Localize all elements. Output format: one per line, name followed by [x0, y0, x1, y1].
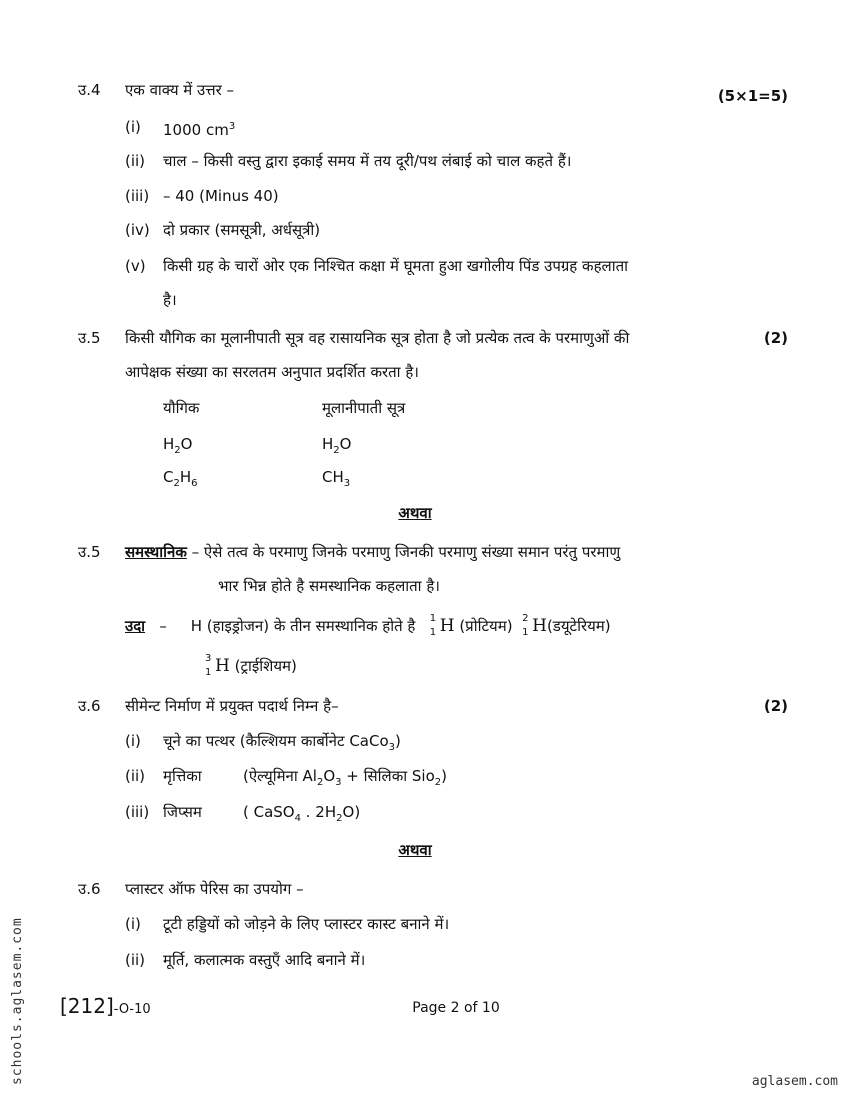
material-name: जिप्सम — [163, 803, 202, 821]
answer-text: समस्थानिक – ऐसे तत्व के परमाणु जिनके परमाणु जिनकी परमाणु संख्या समान परंतु परमाणु — [125, 543, 621, 561]
table-cell: $C_2H_6$ — [163, 468, 198, 489]
isotope-notation: 2 1 H — [522, 613, 547, 638]
or-heading: अथवा — [398, 504, 432, 522]
isotope-notation: 1 1 H — [429, 613, 455, 638]
answer-text-continued: है। — [163, 291, 177, 309]
answer-text: किसी ग्रह के चारों ओर एक निश्चित कक्षा में घूमता हुआ खगोलीय पिंड उपग्रह कहलाता — [163, 257, 629, 275]
item-label: (ii) — [125, 951, 146, 969]
item-label: (iii) — [125, 187, 150, 205]
question-number: उ.6 — [78, 697, 101, 715]
question-number: उ.6 — [78, 880, 101, 898]
table-cell: $CH_3$ — [322, 468, 351, 489]
example-line: 3 1 H (ट्राईशियम) — [205, 653, 297, 678]
page-number: Page 2 of 10 — [412, 1000, 500, 1016]
answer-text: चूने का पत्थर (कैल्शियम कार्बोनेट CaCo$_3$) — [163, 732, 401, 753]
question-heading: सीमेन्ट निर्माण में प्रयुक्त पदार्थ निम्न है– — [125, 697, 339, 715]
marks-label: (2) — [763, 697, 788, 715]
paper-code: [212]-O-10 — [60, 994, 151, 1018]
question-number: उ.5 — [78, 543, 101, 561]
answer-text: 1000 $cm^3$ — [163, 121, 236, 139]
answer-text-continued: भार भिन्न होते है समस्थानिक कहलाता है। — [218, 577, 440, 595]
item-label: (ii) — [125, 767, 146, 785]
answer-text: टूटी हड्डियों को जोड़ने के लिए प्लास्टर कास्ट बनाने में। — [163, 915, 450, 933]
watermark-right: aglasem.com — [751, 1074, 838, 1089]
answer-text: किसी यौगिक का मूलानीपाती सूत्र वह रासायनिक सूत्र होता है जो प्रत्येक तत्व के परमाणुओं की — [125, 329, 630, 347]
answer-text: (ऐल्यूमिना $Al_2O_3$ + सिलिका Sio$_2$) — [243, 767, 447, 788]
table-header: मूलानीपाती सूत्र — [322, 399, 406, 417]
or-heading: अथवा — [398, 841, 432, 859]
item-label: (iii) — [125, 803, 150, 821]
table-header: यौगिक — [163, 399, 200, 417]
item-label: (ii) — [125, 152, 146, 170]
answer-text: ( CaSO$_4$ . $2H_2O$) — [243, 803, 361, 824]
question-heading: एक वाक्य में उत्तर – — [125, 81, 235, 99]
example-line: उदा – H (हाइड्रोजन) के तीन समस्थानिक होते है 1 1 H (प्रोटियम) 2 1 H(डयूटेरियम) — [125, 613, 611, 638]
question-number: उ.5 — [78, 329, 101, 347]
question-heading: प्लास्टर ऑफ पेरिस का उपयोग – — [125, 880, 304, 898]
isotope-notation: 3 1 H — [205, 653, 230, 678]
answer-text: मूर्ति, कलात्मक वस्तुएँ आदि बनाने में। — [163, 951, 366, 969]
answer-text-continued: आपेक्षक संख्या का सरलतम अनुपात प्रदर्शित करता है। — [125, 363, 419, 381]
answer-text: दो प्रकार (समसूत्री, अर्धसूत्री) — [163, 221, 321, 239]
material-name: मृत्तिका — [163, 767, 202, 785]
answer-text: – 40 (Minus 40) — [163, 187, 279, 205]
marks-label: (5×1=5) — [717, 87, 788, 105]
table-cell: $H_2O$ — [163, 435, 193, 456]
item-label: (iv) — [125, 221, 150, 239]
table-cell: $H_2O$ — [322, 435, 352, 456]
item-label: (i) — [125, 732, 141, 750]
answer-text: चाल – किसी वस्तु द्वारा इकाई समय में तय दूरी/पथ लंबाई को चाल कहते हैं। — [163, 152, 572, 170]
item-label: (i) — [125, 118, 141, 136]
item-label: (v) — [125, 257, 146, 275]
question-number: उ.4 — [78, 81, 101, 99]
watermark-left: schools.aglasem.com — [10, 917, 25, 1085]
item-label: (i) — [125, 915, 141, 933]
marks-label: (2) — [763, 329, 788, 347]
